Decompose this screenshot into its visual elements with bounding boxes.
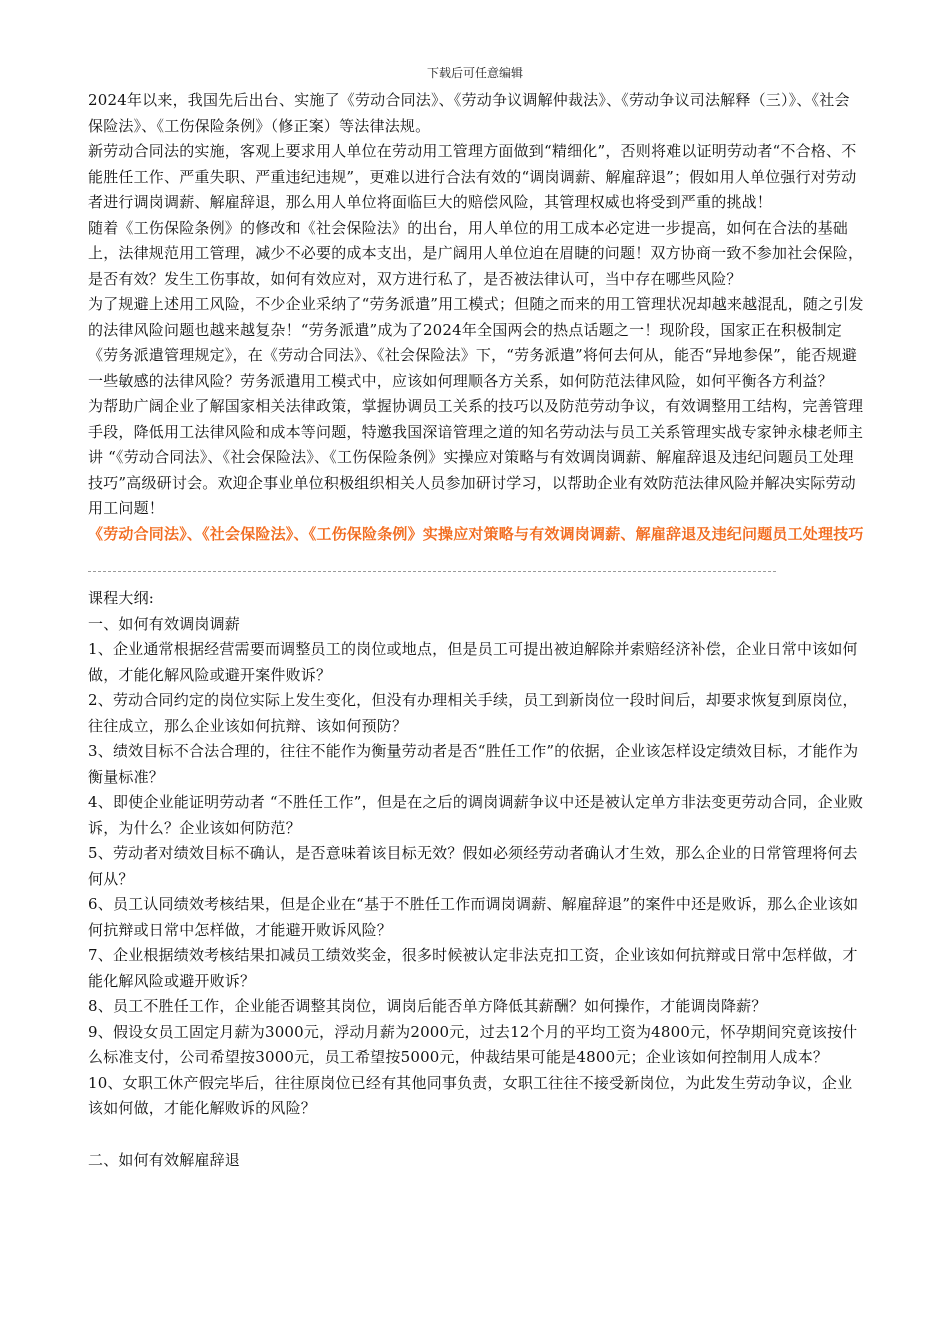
header-note: 下载后可任意编辑 bbox=[426, 66, 523, 80]
intro-paragraph-1: 2024年以来，我国先后出台、实施了《劳动合同法》、《劳动争议调解仲裁法》、《劳动争议司法解释（三）》、《社会保险法》、《工伤保险条例》（修正案）等法律法规。 bbox=[88, 91, 850, 135]
outline-item: 10、女职工休产假完毕后，往往原岗位已经有其他同事负责，女职工往往不接受新岗位，为此发生劳动争议，企业该如何做，才能化解败诉的风险？ bbox=[88, 1073, 853, 1117]
outline-item: 5、劳动者对绩效目标不确认，是否意味着该目标无效？假如必须经劳动者确认才生效，那么企业的日常管理将何去何从？ bbox=[88, 844, 858, 888]
outline-item: 2、劳动合同约定的岗位实际上发生变化，但没有办理相关手续，员工到新岗位一段时间后，却要求恢复到原岗位，往往成立，那么企业该如何抗辩、该如何预防？ bbox=[88, 691, 858, 735]
outline-item: 7、企业根据绩效考核结果扣减员工绩效奖金，很多时候被认定非法克扣工资，企业该如何抗辩或日常中怎样做，才能化解风险或避开败诉？ bbox=[88, 946, 858, 990]
section-heading-2: 二、如何有效解雇辞退 bbox=[88, 1150, 241, 1169]
course-title: 《劳动合同法》、《社会保险法》、《工伤保险条例》实操应对策略与有效调岗调薪、解雇辞退及违纪问题员工处理技巧 bbox=[88, 524, 864, 543]
outline-item: 4、即使企业能证明劳动者 “不胜任工作”，但是在之后的调岗调薪争议中还是被认定单方非法变更劳动合同，企业败诉，为什么？企业该如何防范？ bbox=[88, 793, 864, 837]
outline-item: 3、绩效目标不合法合理的，往往不能作为衡量劳动者是否“胜任工作”的依据，企业该怎样设定绩效目标，才能作为衡量标准？ bbox=[88, 742, 859, 786]
document-body bbox=[88, 88, 864, 1173]
intro-paragraph-2: 新劳动合同法的实施，客观上要求用人单位在劳动用工管理方面做到“精细化”，否则将难以证明劳动者“不合格、不能胜任工作、严重失职、严重违纪违规”，更难以进行合法有效的“调岗调薪、解雇辞退”；假如用人单位强行对劳动者进行调岗调薪、解雇辞退，那么用人单位将面临巨大的赔偿风险，其管理权威也将受到严重的挑战！ bbox=[88, 142, 857, 211]
section-heading-1: 一、如何有效调岗调薪 bbox=[88, 614, 241, 633]
outline-item: 6、员工认同绩效考核结果，但是企业在“基于不胜任工作而调岗调薪、解雇辞退”的案件中还是败诉，那么企业该如何抗辩或日常中怎样做，才能避开败诉风险？ bbox=[88, 895, 859, 939]
outline-item: 8、员工不胜任工作，企业能否调整其岗位，调岗后能否单方降低其薪酬？如何操作，才能调岗降薪？ bbox=[88, 997, 767, 1015]
divider-line bbox=[88, 571, 776, 572]
intro-paragraph-3: 随着《工伤保险条例》的修改和《社会保险法》的出台，用人单位的用工成本必定进一步提高，如何在合法的基础上，法律规范用工管理，减少不必要的成本支出，是广阔用人单位迫在眉睫的问题！双方协商一致不参加社会保险，是否有效？发生工伤事故，如何有效应对，双方进行私了，是否被法律认可，当中存在哪些风险？ bbox=[88, 218, 864, 288]
intro-paragraph-5: 为帮助广阔企业了解国家相关法律政策，掌握协调员工关系的技巧以及防范劳动争议，有效调整用工结构，完善管理手段，降低用工法律风险和成本等问题，特邀我国深谙管理之道的知名劳动法与员工关系管理实战专家钟永棣老师主讲 “《劳动合同法》、《社会保险法》、《工伤保险条例》实操应对策略与有效调岗调薪、解雇辞退及违纪问题员工处理技巧”高级研讨会。欢迎企事业单位积极组织相关人员参加研讨学习，以帮助企业有效防范法律风险并解决实际劳动用工问题！ bbox=[88, 397, 864, 517]
intro-paragraph-4: 为了规避上述用工风险，不少企业采纳了“劳务派遣”用工模式；但随之而来的用工管理状况却越来越混乱，随之引发的法律风险问题也越来越复杂！“劳务派遣”成为了2024年全国两会的热点话题之一！现阶段，国家正在积极制定《劳务派遣管理规定》，在《劳动合同法》、《社会保险法》下，“劳务派遣”将何去何从，能否“异地参保”，能否规避一些敏感的法律风险？劳务派遣用工模式中，应该如何理顺各方关系，如何防范法律风险，如何平衡各方利益？ bbox=[88, 295, 864, 390]
outline-item: 1、企业通常根据经营需要而调整员工的岗位或地点，但是员工可提出被迫解除并索赔经济补偿，企业日常中该如何做，才能化解风险或避开案件败诉？ bbox=[88, 640, 858, 684]
outline-title: 课程大纲: bbox=[88, 589, 155, 607]
outline-item: 9、假设女员工固定月薪为3000元，浮动月薪为2000元，过去12个月的平均工资为4800元，怀孕期间究竟该按什么标准支付，公司希望按3000元，员工希望按5000元，仲裁结果可能是4800元；企业该如何控制用人成本？ bbox=[88, 1022, 858, 1066]
